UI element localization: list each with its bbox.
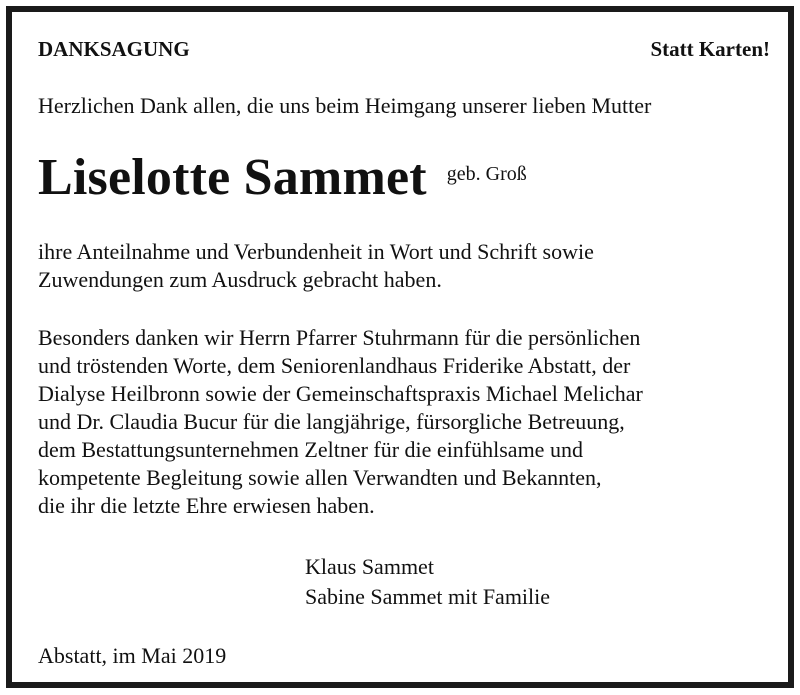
thanks-paragraph-1 <box>38 238 594 294</box>
paragraph-line: ihre Anteilnahme und Verbundenheit in Wort und Schrift sowie <box>38 239 594 264</box>
maiden-name: geb. Groß <box>446 163 527 185</box>
paragraph-line: kompetente Begleitung sowie allen Verwandten und Bekannten, <box>38 465 602 490</box>
notice-type-heading: DANKSAGUNG <box>38 37 190 61</box>
statt-karten-label: Statt Karten! <box>650 37 770 61</box>
signer-name: Klaus Sammet <box>305 554 434 579</box>
intro-text: Herzlichen Dank allen, die uns beim Heimgang unserer lieben Mutter <box>38 93 652 118</box>
notice-header <box>38 36 770 62</box>
signer-name: Sabine Sammet mit Familie <box>305 584 551 609</box>
signers-block <box>305 552 550 612</box>
thanks-paragraph-2 <box>38 324 643 520</box>
notice-frame <box>6 6 794 688</box>
paragraph-line: die ihr die letzte Ehre erwiesen haben. <box>38 493 375 518</box>
paragraph-line: Zuwendungen zum Ausdruck gebracht haben. <box>38 267 442 292</box>
paragraph-line: dem Bestattungsunternehmen Zeltner für die einfühlsame und <box>38 437 583 462</box>
paragraph-line: Dialyse Heilbronn sowie der Gemeinschaftspraxis Michael Melichar <box>38 381 643 406</box>
deceased-name-line <box>38 146 527 210</box>
place-date: Abstatt, im Mai 2019 <box>38 643 227 668</box>
paragraph-line: und tröstenden Worte, dem Seniorenlandhaus Friderike Abstatt, der <box>38 353 631 378</box>
paragraph-line: Besonders danken wir Herrn Pfarrer Stuhrmann für die persönlichen <box>38 325 641 350</box>
paragraph-line: und Dr. Claudia Bucur für die langjährige, fürsorgliche Betreuung, <box>38 409 625 434</box>
deceased-name: Liselotte Sammet <box>38 149 427 206</box>
